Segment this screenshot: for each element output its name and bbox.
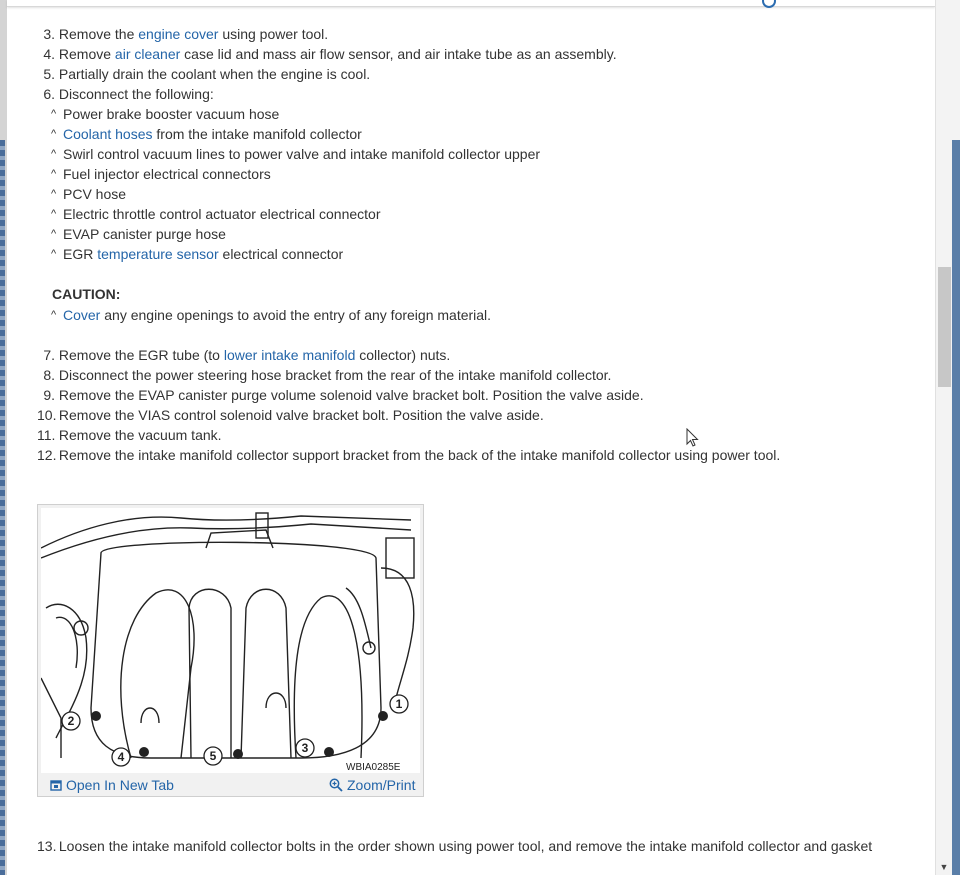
callout-2: 2 [67, 714, 75, 728]
step-text: Disconnect the following: [58, 86, 214, 102]
figure-box [37, 504, 424, 797]
bullet-item-link[interactable]: Cover [63, 307, 101, 323]
step-text: Remove the VIAS control solenoid valve bracket bolt. Position the valve aside. [58, 407, 544, 423]
bullet-item-text: PCV hose [63, 186, 127, 202]
disconnect-item [51, 224, 226, 244]
left-window-edge-accent [0, 140, 5, 875]
bullet-item-text: any engine openings to avoid the entry of any foreign material. [100, 307, 492, 323]
zoom-print-button[interactable] [329, 777, 415, 793]
open-new-tab-icon [50, 779, 62, 791]
step-text: Remove [58, 46, 115, 62]
document-page [7, 0, 935, 875]
step-item [37, 405, 544, 425]
step-number: 6. [43, 86, 55, 102]
zoom-print-label: Zoom/Print [347, 777, 416, 793]
step-item [41, 345, 450, 365]
bullet-item-text: EGR [63, 246, 98, 262]
step-text: collector) nuts. [355, 347, 451, 363]
top-toolbar-edge [7, 0, 935, 7]
right-window-edge-accent [952, 140, 960, 875]
step-text: Loosen the intake manifold collector bolts in the order shown using power tool, and remove the intake manifold collector and gasket [58, 838, 873, 854]
figure-actions [38, 773, 423, 797]
bullet-item-link[interactable]: temperature sensor [97, 246, 219, 262]
step-item [37, 836, 872, 856]
bullet-item-link[interactable]: Coolant hoses [63, 126, 153, 142]
bullet-item-text: Electric throttle control actuator electrical connector [63, 206, 381, 222]
intake-manifold-drawing [41, 508, 420, 773]
step-text: Remove the [58, 26, 139, 42]
step-item [41, 365, 611, 385]
step-number: 9. [43, 387, 55, 403]
bullet-item-text: Fuel injector electrical connectors [63, 166, 271, 182]
zoom-magnifier-icon [329, 778, 343, 792]
step-number: 10. [37, 407, 57, 423]
callout-1: 1 [395, 697, 403, 711]
step-number: 7. [43, 347, 55, 363]
step-item [41, 44, 617, 64]
bullet-caret: ^ [51, 168, 57, 180]
bullet-item-text: Swirl control vacuum lines to power valve and intake manifold collector upper [63, 146, 541, 162]
bullet-caret: ^ [51, 148, 57, 160]
step-number: 3. [43, 26, 55, 42]
disconnect-item [51, 244, 343, 264]
step-link[interactable]: air cleaner [114, 46, 181, 62]
toolbar-icon-partial[interactable] [762, 0, 776, 8]
step-item [37, 425, 222, 445]
step-number: 11. [37, 427, 56, 443]
step-item [41, 84, 214, 104]
step-text: Remove the vacuum tank. [58, 427, 222, 443]
step-item [41, 24, 328, 44]
mouse-pointer-icon [686, 428, 700, 448]
disconnect-item [51, 124, 362, 144]
bullet-caret: ^ [51, 128, 57, 140]
bullet-item-text: from the intake manifold collector [152, 126, 362, 142]
step-text: Remove the EVAP canister purge volume solenoid valve bracket bolt. Position the valve aside. [58, 387, 644, 403]
disconnect-item [51, 164, 271, 184]
intake-manifold-diagram [41, 508, 420, 773]
step-text: Partially drain the coolant when the engine is cool. [58, 66, 371, 82]
step-text: case lid and mass air flow sensor, and air intake tube as an assembly. [180, 46, 617, 62]
step-text: using power tool. [218, 26, 329, 42]
bullet-caret: ^ [51, 208, 57, 220]
step-number: 4. [43, 46, 55, 62]
step-item [41, 385, 644, 405]
step-text: Remove the EGR tube (to [58, 347, 224, 363]
callout-5: 5 [209, 749, 217, 763]
step-text: Disconnect the power steering hose bracket from the rear of the intake manifold collector. [58, 367, 612, 383]
bullet-caret: ^ [51, 188, 57, 200]
bullet-item-text: Power brake booster vacuum hose [63, 106, 280, 122]
bullet-item-text: EVAP canister purge hose [63, 226, 226, 242]
step-number: 13. [37, 838, 57, 854]
open-in-new-tab-button[interactable] [50, 777, 174, 793]
step-number: 5. [43, 66, 55, 82]
bullet-item-text: electrical connector [218, 246, 344, 262]
scrollbar-thumb[interactable] [938, 267, 951, 387]
step-number: 12. [37, 447, 57, 463]
step-item [37, 445, 780, 465]
caution-heading: CAUTION: [52, 286, 121, 302]
bullet-caret: ^ [51, 108, 57, 120]
step-link[interactable]: engine cover [138, 26, 219, 42]
bullet-caret: ^ [51, 248, 57, 260]
disconnect-item [51, 184, 126, 204]
caution-item [51, 305, 491, 325]
disconnect-item [51, 104, 279, 124]
open-in-new-tab-label: Open In New Tab [66, 777, 174, 793]
step-number: 8. [43, 367, 55, 383]
scroll-down-arrow-icon[interactable]: ▼ [939, 862, 949, 872]
callout-3: 3 [301, 741, 309, 755]
step-text: Remove the intake manifold collector support bracket from the back of the intake manifold collector using power tool. [58, 447, 781, 463]
step-link[interactable]: lower intake manifold [223, 347, 356, 363]
callout-4: 4 [117, 750, 125, 764]
step-item [41, 64, 370, 84]
bullet-caret: ^ [51, 228, 57, 240]
bullet-caret: ^ [51, 309, 57, 321]
figure-code: WBIA0285E [346, 762, 401, 773]
disconnect-item [51, 204, 380, 224]
disconnect-item [51, 144, 540, 164]
